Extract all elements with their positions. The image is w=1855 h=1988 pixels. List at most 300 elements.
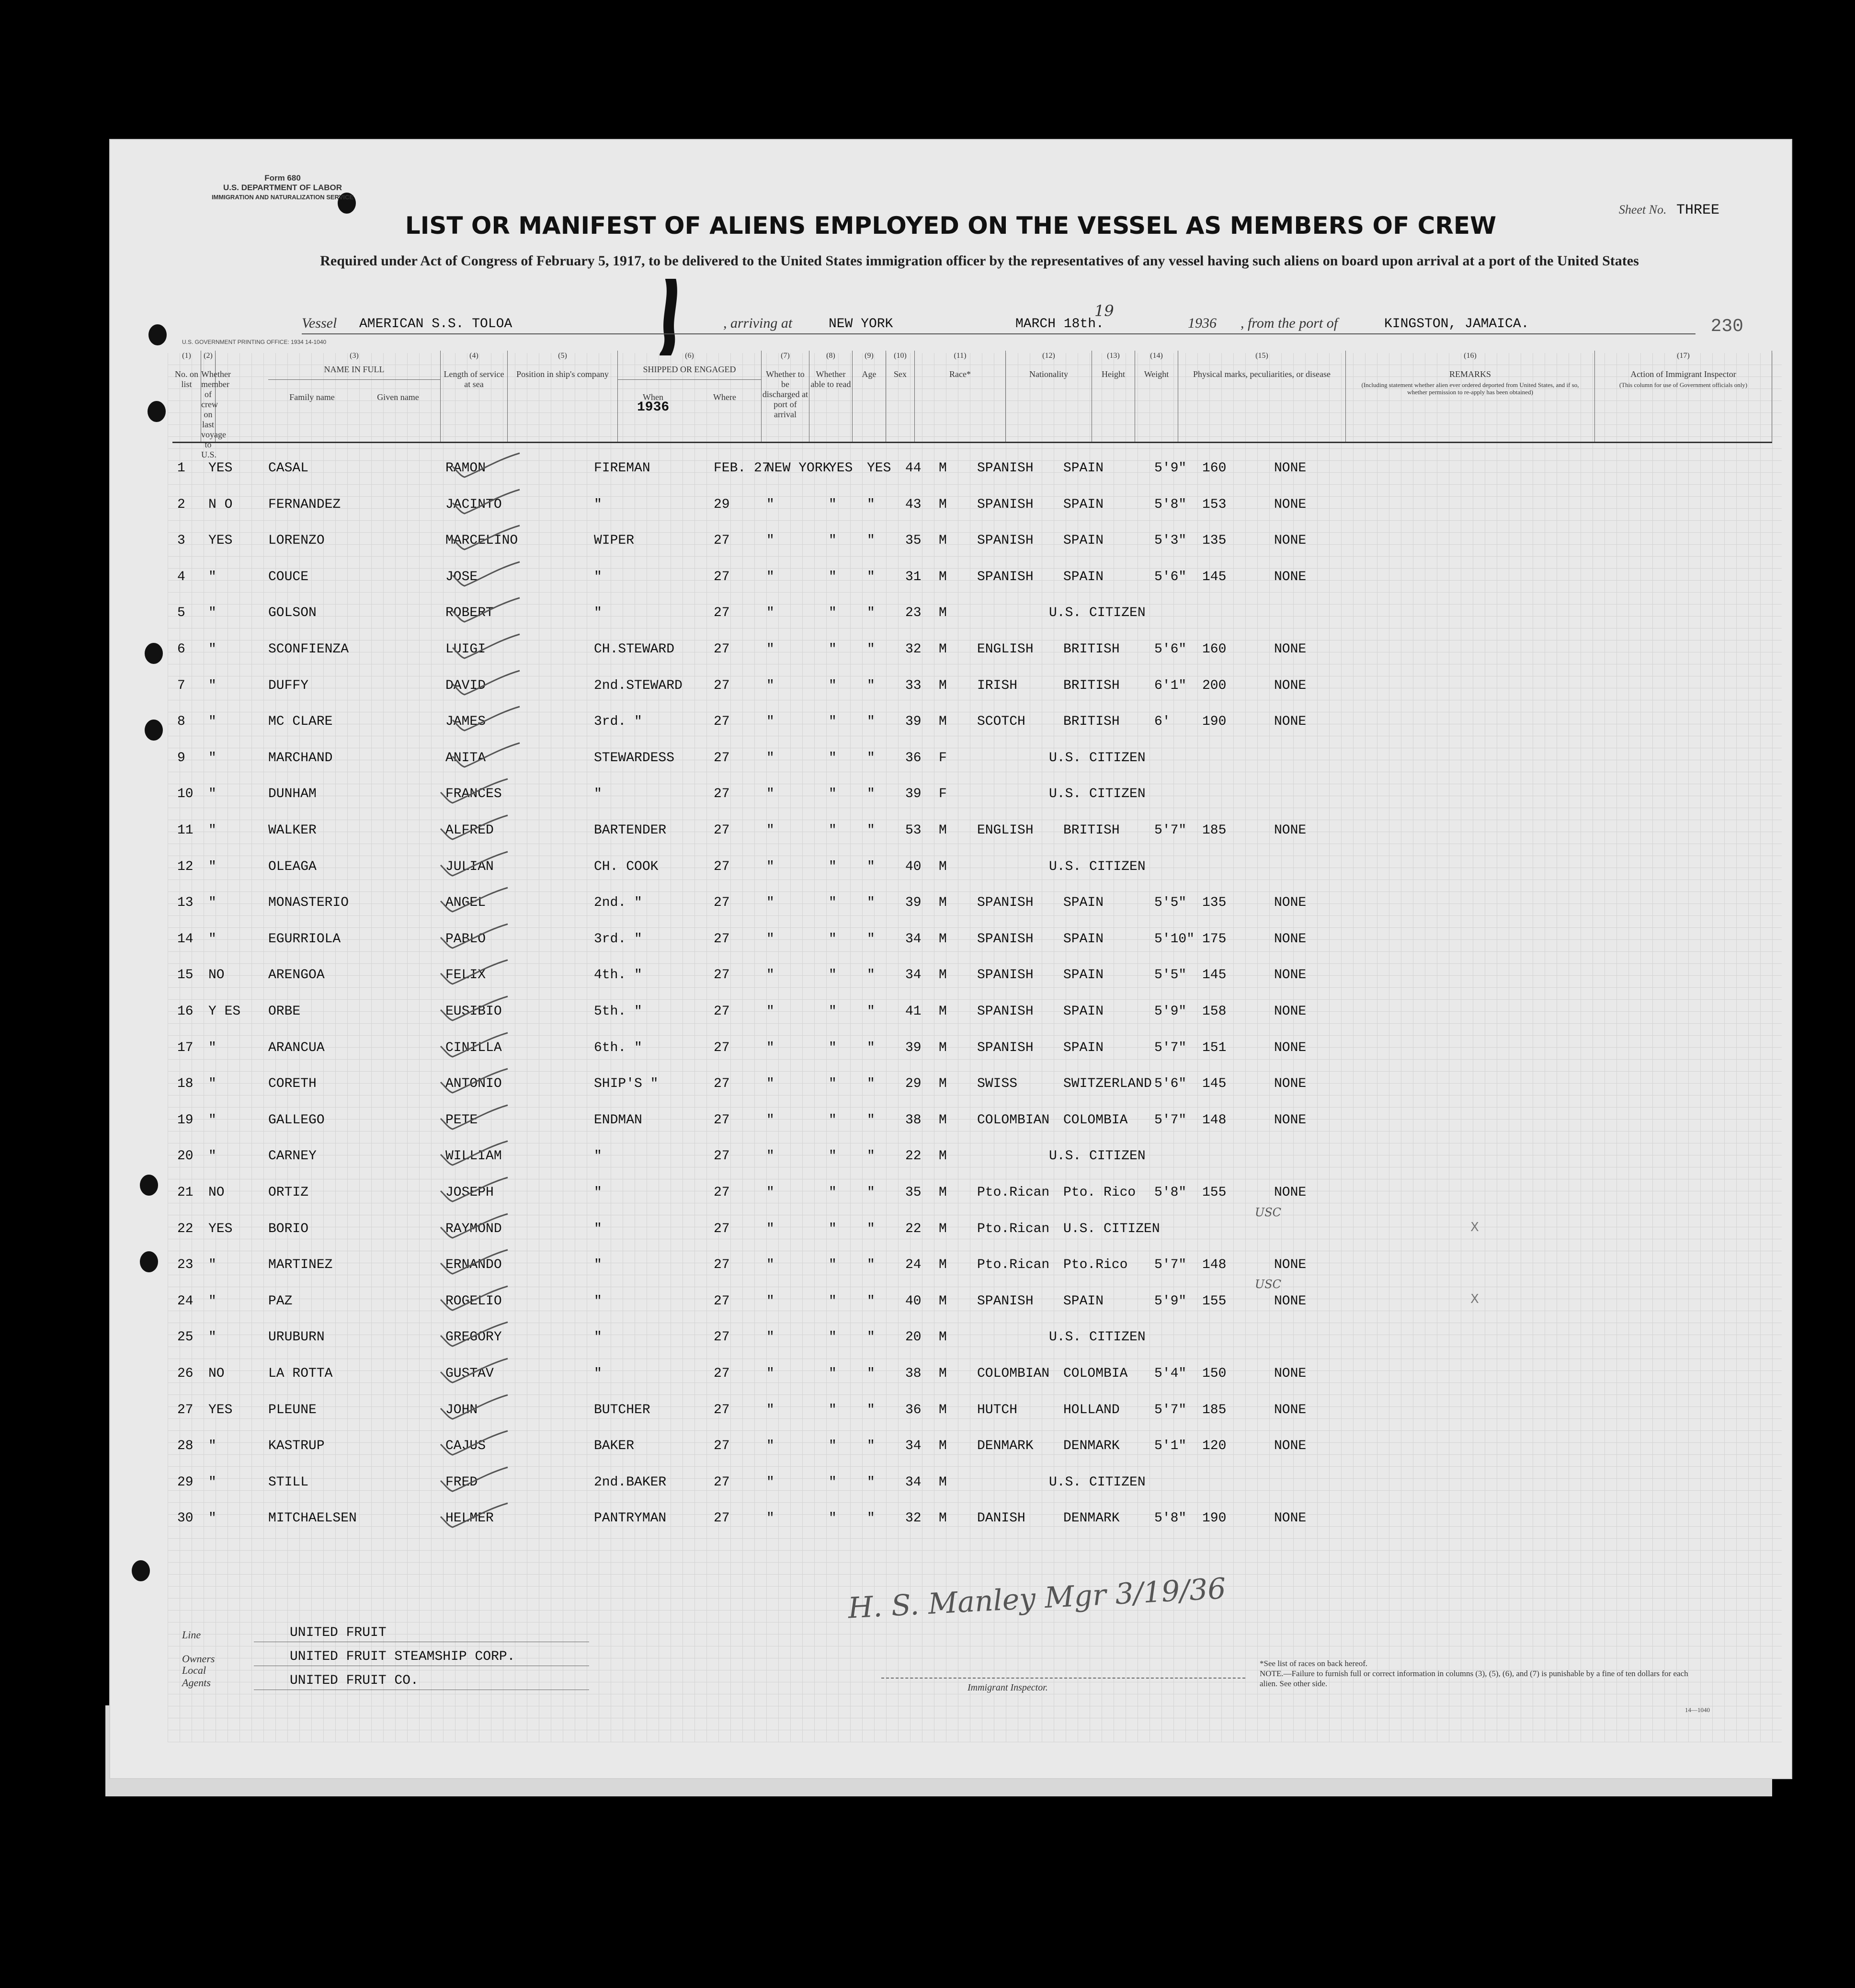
cell-disch: ": [829, 1257, 837, 1273]
cell-age: 38: [905, 1366, 922, 1381]
cell-nat: Pto. Rico: [1063, 1185, 1136, 1200]
table-row: [172, 1464, 1772, 1501]
cell-nat: SPAIN: [1063, 968, 1104, 983]
cell-position: BUTCHER: [594, 1402, 650, 1417]
cell-disch: ": [829, 1439, 837, 1454]
cell-age: 41: [905, 1004, 922, 1019]
cell-marks: NONE: [1274, 931, 1307, 947]
cell-where: ": [766, 1221, 774, 1236]
cell-age: 24: [905, 1257, 922, 1273]
cell-position: ": [594, 569, 602, 584]
cell-read: ": [867, 1185, 875, 1200]
cell-where: ": [766, 823, 774, 838]
cell-no: 19: [177, 1112, 193, 1128]
cell-family: PAZ: [268, 1293, 293, 1309]
cell-age: 35: [905, 533, 922, 548]
cell-disch: ": [829, 1293, 837, 1309]
cell-position: ": [594, 1149, 602, 1164]
cell-when: 29: [714, 497, 730, 512]
cell-family: GALLEGO: [268, 1112, 325, 1128]
cell-family: ARANCUA: [268, 1040, 325, 1055]
cell-race: IRISH: [977, 678, 1018, 693]
cell-when: 27: [714, 1330, 730, 1345]
cell-position: 5th. ": [594, 1004, 642, 1019]
table-row: [172, 1247, 1772, 1283]
cell-sex: M: [939, 1293, 947, 1309]
cell-when: 27: [714, 1511, 730, 1526]
cell-sex: M: [939, 1366, 947, 1381]
footnote: [1260, 1658, 1705, 1689]
cell-where: ": [766, 533, 774, 548]
cell-age: 34: [905, 1474, 922, 1490]
cell-race: COLOMBIAN: [977, 1112, 1050, 1128]
agents-label: Local Agents: [182, 1664, 211, 1689]
cell-race: SPANISH: [977, 569, 1034, 584]
cell-height: 5'9": [1154, 1293, 1187, 1309]
cell-weight: 155: [1202, 1185, 1227, 1200]
column-header: [441, 351, 508, 442]
cell-where: ": [766, 895, 774, 911]
column-number: (14): [1150, 352, 1163, 360]
column-number: (2): [204, 352, 213, 360]
cell-weight: 175: [1202, 931, 1227, 947]
cell-read: ": [867, 533, 875, 548]
cell-weight: 158: [1202, 1004, 1227, 1019]
printing-note: U.S. GOVERNMENT PRINTING OFFICE: 1934 14-1040: [182, 339, 327, 345]
cell-disch: ": [829, 497, 837, 512]
cell-where: ": [766, 968, 774, 983]
cell-citizen: U.S. CITIZEN: [1049, 1330, 1146, 1345]
cell-marks: NONE: [1274, 1257, 1307, 1273]
cell-disch: ": [829, 1511, 837, 1526]
cell-last: ": [208, 1149, 216, 1164]
cell-where: NEW YORK: [766, 461, 831, 476]
cell-given: FRED: [445, 1474, 478, 1490]
cell-weight: 190: [1202, 1511, 1227, 1526]
cell-disch: ": [829, 1221, 837, 1236]
cell-when: 27: [714, 1439, 730, 1454]
cell-disch: ": [829, 678, 837, 693]
cell-position: 3rd. ": [594, 714, 642, 730]
cell-when: 27: [714, 859, 730, 874]
cell-read: ": [867, 1004, 875, 1019]
cell-given: CINILLA: [445, 1040, 502, 1055]
cell-sex: M: [939, 1076, 947, 1092]
cell-where: ": [766, 606, 774, 621]
cell-weight: 148: [1202, 1112, 1227, 1128]
column-number: (7): [781, 352, 790, 360]
cell-where: ": [766, 1076, 774, 1092]
cell-given: RAYMOND: [445, 1221, 502, 1236]
cell-read: ": [867, 714, 875, 730]
cell-given: GREGORY: [445, 1330, 502, 1345]
cell-race: DANISH: [977, 1511, 1025, 1526]
cell-nat: BRITISH: [1063, 642, 1120, 657]
cell-position: PANTRYMAN: [594, 1511, 667, 1526]
cell-no: 10: [177, 787, 193, 802]
table-row: [172, 812, 1772, 849]
cell-last: ": [208, 569, 216, 584]
cell-read: ": [867, 606, 875, 621]
cell-race: COLOMBIAN: [977, 1366, 1050, 1381]
cell-disch: ": [829, 823, 837, 838]
cell-last: N O: [208, 497, 233, 512]
cell-citizen: U.S. CITIZEN: [1049, 1474, 1146, 1490]
cell-where: ": [766, 1293, 774, 1309]
cell-sex: M: [939, 1474, 947, 1490]
cell-read: ": [867, 895, 875, 911]
column-header: [268, 351, 441, 442]
cell-where: ": [766, 787, 774, 802]
arrival-port: NEW YORK: [829, 317, 893, 331]
cell-race: DENMARK: [977, 1439, 1034, 1454]
check-mark: [438, 1321, 510, 1351]
cell-read: ": [867, 1330, 875, 1345]
cell-last: YES: [208, 533, 233, 548]
cell-nat: DENMARK: [1063, 1439, 1120, 1454]
check-mark: [438, 1394, 510, 1424]
cell-sex: M: [939, 606, 947, 621]
cell-where: ": [766, 750, 774, 765]
cell-position: 3rd. ": [594, 931, 642, 947]
cell-height: 5'6": [1154, 1076, 1187, 1092]
cell-race: Pto.Rican: [977, 1185, 1050, 1200]
cell-where: ": [766, 1040, 774, 1055]
cell-race: SPANISH: [977, 533, 1034, 548]
column-header: [886, 351, 915, 442]
cell-read: ": [867, 497, 875, 512]
cell-no: 6: [177, 642, 185, 657]
cell-age: 36: [905, 750, 922, 765]
cell-last: Y ES: [208, 1004, 241, 1019]
cell-last: ": [208, 1439, 216, 1454]
cell-nat: SPAIN: [1063, 569, 1104, 584]
cell-sex: F: [939, 787, 947, 802]
cell-weight: 185: [1202, 1402, 1227, 1417]
vessel-name: AMERICAN S.S. TOLOA: [359, 317, 512, 331]
cell-race: ENGLISH: [977, 823, 1034, 838]
cell-last: ": [208, 823, 216, 838]
cell-family: WALKER: [268, 823, 317, 838]
column-number: (5): [558, 352, 567, 360]
cell-height: 5'7": [1154, 1112, 1187, 1128]
cell-disch: ": [829, 1185, 837, 1200]
cell-age: 38: [905, 1112, 922, 1128]
cell-given: FRANCES: [445, 787, 502, 802]
cell-last: ": [208, 1040, 216, 1055]
punch-hole: [140, 1175, 158, 1196]
cell-position: CH.STEWARD: [594, 642, 675, 657]
cell-sex: M: [939, 968, 947, 983]
cell-no: 8: [177, 714, 185, 730]
cell-age: 39: [905, 787, 922, 802]
cell-read: ": [867, 1040, 875, 1055]
cell-nat: SPAIN: [1063, 497, 1104, 512]
cell-age: 32: [905, 642, 922, 657]
cell-when: FEB. 27: [714, 461, 770, 476]
check-mark: [438, 1285, 510, 1315]
check-mark: [438, 1068, 510, 1097]
cell-height: 5'8": [1154, 1511, 1187, 1526]
cell-sex: M: [939, 1439, 947, 1454]
cell-no: 24: [177, 1293, 193, 1309]
sheet-number-label: Sheet No.: [1618, 203, 1667, 217]
owners-value: UNITED FRUIT STEAMSHIP CORP.: [290, 1649, 515, 1664]
cell-family: MC CLARE: [268, 714, 333, 730]
table-header: [172, 351, 1772, 459]
cell-marks: NONE: [1274, 714, 1307, 730]
cell-family: BORIO: [268, 1221, 309, 1236]
cell-height: 5'3": [1154, 533, 1187, 548]
cell-given: PETE: [445, 1112, 478, 1128]
cell-age: 31: [905, 569, 922, 584]
cell-no: 28: [177, 1439, 193, 1454]
check-mark: [438, 1032, 510, 1062]
cell-marks: NONE: [1274, 1004, 1307, 1019]
cell-when: 27: [714, 714, 730, 730]
column-label: Height: [1102, 369, 1125, 379]
cell-no: 9: [177, 750, 185, 765]
table-row: [172, 631, 1772, 668]
cell-last: ": [208, 895, 216, 911]
cell-read: ": [867, 1474, 875, 1490]
cell-weight: 145: [1202, 569, 1227, 584]
cell-marks: NONE: [1274, 678, 1307, 693]
cell-no: 15: [177, 968, 193, 983]
cell-citizen: U.S. CITIZEN: [1049, 859, 1146, 874]
cell-read: ": [867, 569, 875, 584]
cell-no: 21: [177, 1185, 193, 1200]
cell-race: SPANISH: [977, 931, 1034, 947]
cell-sex: M: [939, 823, 947, 838]
cell-no: 30: [177, 1511, 193, 1526]
cell-position: 2nd. ": [594, 895, 642, 911]
cell-sex: M: [939, 859, 947, 874]
x-mark: X: [1470, 1292, 1479, 1306]
cell-height: 5'6": [1154, 569, 1187, 584]
cell-last: YES: [208, 1402, 233, 1417]
cell-position: ": [594, 497, 602, 512]
table-row: [172, 1175, 1772, 1211]
column-label: Whether member of crew on last voyage to U.S.: [201, 369, 231, 459]
cell-age: 39: [905, 714, 922, 730]
cell-last: ": [208, 1293, 216, 1309]
check-mark: [450, 452, 522, 482]
cell-last: ": [208, 787, 216, 802]
cell-height: 5'8": [1154, 1185, 1187, 1200]
table-row: [172, 1319, 1772, 1356]
check-mark: [438, 1177, 510, 1206]
cell-weight: 200: [1202, 678, 1227, 693]
cell-height: 5'10": [1154, 931, 1195, 947]
cell-read: ": [867, 642, 875, 657]
cell-sex: M: [939, 1149, 947, 1164]
cell-given: CAJUS: [445, 1439, 486, 1454]
cell-citizen: U.S. CITIZEN: [1049, 787, 1146, 802]
column-sublabel: Given name: [377, 392, 419, 402]
arriving-label: , arriving at: [723, 315, 793, 331]
cell-disch: ": [829, 968, 837, 983]
cell-no: 29: [177, 1474, 193, 1490]
punch-hole: [145, 643, 163, 664]
cell-given: WILLIAM: [445, 1149, 502, 1164]
cell-age: 40: [905, 1293, 922, 1309]
table-row: [172, 1392, 1772, 1428]
cell-age: 43: [905, 497, 922, 512]
column-number: (3): [350, 352, 359, 360]
cell-no: 16: [177, 1004, 193, 1019]
column-header: [915, 351, 1006, 442]
table-row: [172, 1283, 1772, 1320]
cell-when: 27: [714, 1040, 730, 1055]
cell-when: 27: [714, 1149, 730, 1164]
cell-family: MARTINEZ: [268, 1257, 333, 1273]
cell-where: ": [766, 1004, 774, 1019]
punch-hole: [148, 324, 167, 345]
cell-marks: NONE: [1274, 823, 1307, 838]
cell-height: 5'5": [1154, 895, 1187, 911]
cell-family: OLEAGA: [268, 859, 317, 874]
cell-last: ": [208, 931, 216, 947]
from-label: , from the port of: [1240, 315, 1338, 331]
owners-label: Owners: [182, 1653, 215, 1665]
table-row: [172, 1138, 1772, 1175]
column-label: Action of Immigrant Inspector: [1630, 369, 1736, 379]
cell-height: 5'4": [1154, 1366, 1187, 1381]
cell-no: 26: [177, 1366, 193, 1381]
cell-no: 3: [177, 533, 185, 548]
column-label: Whether to be discharged at port of arrival: [762, 369, 808, 419]
cell-weight: 150: [1202, 1366, 1227, 1381]
cell-last: ": [208, 714, 216, 730]
cell-marks: NONE: [1274, 1439, 1307, 1454]
cell-no: 22: [177, 1221, 193, 1236]
cell-family: CASAL: [268, 461, 309, 476]
column-number: (4): [469, 352, 478, 360]
cell-read: ": [867, 1257, 875, 1273]
cell-nat: SPAIN: [1063, 1004, 1104, 1019]
cell-position: WIPER: [594, 533, 635, 548]
column-sublabel: Family name: [289, 392, 335, 402]
cell-sex: M: [939, 569, 947, 584]
cell-last: ": [208, 1330, 216, 1345]
check-mark: [438, 1430, 510, 1460]
cell-given: JOHN: [445, 1402, 478, 1417]
page-subtitle: Required under Act of Congress of February 5, 1917, to be delivered to the United States immigration officer by the representatives of any vessel having such aliens on board upon arrival at a port of the United States: [320, 253, 1639, 269]
cell-read: ": [867, 1511, 875, 1526]
cell-family: SCONFIENZA: [268, 642, 349, 657]
cell-position: ": [594, 1330, 602, 1345]
cell-given: ALFRED: [445, 823, 494, 838]
cell-where: ": [766, 1439, 774, 1454]
cell-last: ": [208, 1474, 216, 1490]
agents-value: UNITED FRUIT CO.: [290, 1673, 419, 1688]
check-mark: [438, 959, 510, 989]
cell-where: ": [766, 1112, 774, 1128]
cell-disch: ": [829, 787, 837, 802]
cell-age: 20: [905, 1330, 922, 1345]
check-mark: [438, 1213, 510, 1243]
cell-citizen: U.S. CITIZEN: [1049, 1149, 1146, 1164]
cell-sex: M: [939, 533, 947, 548]
cell-family: STILL: [268, 1474, 309, 1490]
cell-height: 5'7": [1154, 823, 1187, 838]
cell-when: 27: [714, 1076, 730, 1092]
cell-disch: ": [829, 1149, 837, 1164]
column-number: (16): [1464, 352, 1477, 360]
cell-read: ": [867, 1076, 875, 1092]
cell-read: ": [867, 1293, 875, 1309]
check-mark: [450, 525, 522, 554]
column-number: (13): [1107, 352, 1120, 360]
cell-disch: ": [829, 859, 837, 874]
cell-last: ": [208, 606, 216, 621]
cell-height: 5'7": [1154, 1040, 1187, 1055]
cell-read: ": [867, 931, 875, 947]
cell-age: 34: [905, 1439, 922, 1454]
cell-marks: NONE: [1274, 569, 1307, 584]
cell-where: ": [766, 569, 774, 584]
cell-position: BARTENDER: [594, 823, 667, 838]
cell-where: ": [766, 1474, 774, 1490]
cell-given: ANITA: [445, 750, 486, 765]
cell-weight: 190: [1202, 714, 1227, 730]
cell-family: COUCE: [268, 569, 309, 584]
table-row: [172, 1356, 1772, 1392]
cell-when: 27: [714, 750, 730, 765]
cell-no: 25: [177, 1330, 193, 1345]
cell-race: HUTCH: [977, 1402, 1018, 1417]
check-mark: [438, 1140, 510, 1170]
check-mark: [438, 1249, 510, 1279]
cell-nat: COLOMBIA: [1063, 1112, 1128, 1128]
cell-weight: 148: [1202, 1257, 1227, 1273]
cell-given: LUIGI: [445, 642, 486, 657]
table-row: [172, 885, 1772, 921]
cell-nat: SPAIN: [1063, 1040, 1104, 1055]
cell-sex: M: [939, 895, 947, 911]
column-label: Position in ship's company: [516, 369, 609, 379]
cell-position: ": [594, 787, 602, 802]
column-number: (8): [826, 352, 835, 360]
line-value: UNITED FRUIT: [290, 1625, 387, 1640]
cell-position: ": [594, 606, 602, 621]
cell-weight: 135: [1202, 895, 1227, 911]
cell-weight: 160: [1202, 461, 1227, 476]
cell-sex: M: [939, 497, 947, 512]
check-mark: [438, 1502, 510, 1532]
cell-read: YES: [867, 461, 891, 476]
cell-disch: ": [829, 1076, 837, 1092]
cell-disch: ": [829, 533, 837, 548]
cell-marks: NONE: [1274, 1112, 1307, 1128]
cell-race: ENGLISH: [977, 642, 1034, 657]
cell-given: JACINTO: [445, 497, 502, 512]
cell-age: 39: [905, 1040, 922, 1055]
cell-when: 27: [714, 1257, 730, 1273]
table-row: [172, 1428, 1772, 1464]
cell-citizen: U.S. CITIZEN: [1063, 1221, 1160, 1236]
check-mark: [438, 1104, 510, 1134]
cell-marks: NONE: [1274, 1402, 1307, 1417]
cell-marks: NONE: [1274, 533, 1307, 548]
cell-where: ": [766, 1402, 774, 1417]
check-mark: [450, 561, 522, 591]
cell-when: 27: [714, 533, 730, 548]
cell-age: 32: [905, 1511, 922, 1526]
cell-height: 5'9": [1154, 1004, 1187, 1019]
cell-nat: SPAIN: [1063, 533, 1104, 548]
